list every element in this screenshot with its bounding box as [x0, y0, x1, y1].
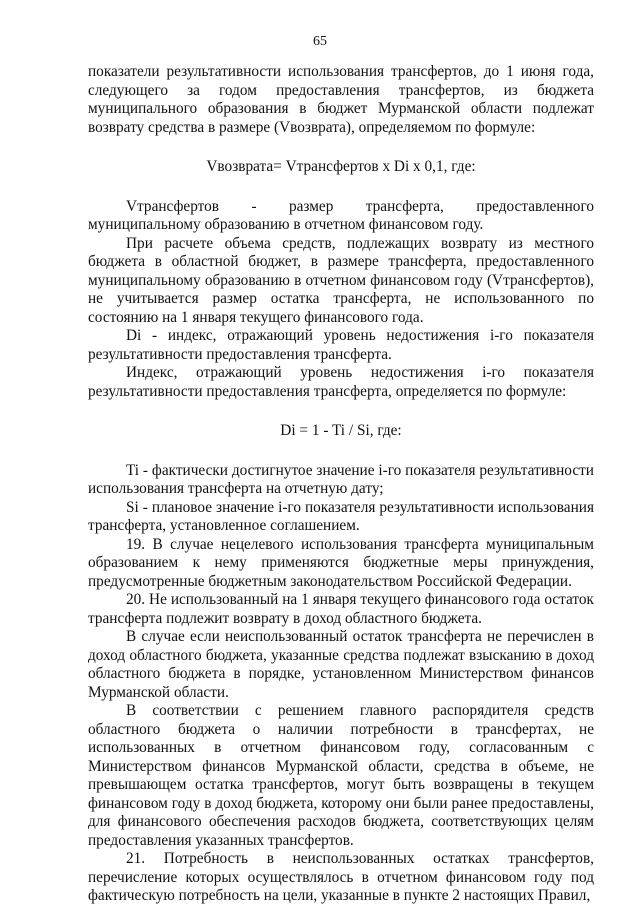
paragraph-item-21: 21. Потребность в неиспользованных остатках трансфертов, перечисление которых осуществлялось в отчетном финансовом году под фактическую потребность на цели, указанные в пункте 2 настоящих Правил,	[88, 850, 594, 904]
paragraph-return-decision: В соответствии с решением главного распорядителя средств областного бюджета о наличии потребности в трансфертах, не использованных в отчетном финансовом году, согласованным с Министерством финансов Мурманской области, средства в объеме, не превышающем остатка трансфертов, могут быть возвращены в текущем финансовом году в доход бюджета, которому они были ранее предоставлены, для финансового обеспечения расходов бюджета, соответствующих целям предоставления указанных трансфертов.	[88, 702, 594, 849]
paragraph-item-20: 20. Не использованный на 1 января текущего финансового года остаток трансферта подлежит возврату в доход областного бюджета.	[88, 591, 594, 627]
paragraph-calculation: При расчете объема средств, подлежащих возврату из местного бюджета в областной бюджет, в размере трансферта, предоставленного муниципальному образованию в отчетном финансовом году (Vтрансфертов), не учитывается размер остатка трансферта, не использованного по состоянию на 1 января текущего финансового года.	[88, 234, 594, 326]
paragraph-si-def: Si - плановое значение i-го показателя результативности использования трансферта, установленное соглашением.	[88, 498, 594, 534]
paragraph-di-def: Di - индекс, отражающий уровень недостижения i-го показателя результативности предоставления трансферта.	[88, 327, 594, 363]
formula-v-return: Vвозврата= Vтрансфертов x Di x 0,1, где:	[206, 158, 476, 175]
document-body	[88, 63, 594, 906]
paragraph-intro: показатели результативности использования трансфертов, до 1 июня года, следующего за годом предоставления трансфертов, из бюджета муниципального образования в бюджет Мурманской области подлежат возврату средства в размере (Vвозврата), определяемом по формуле:	[88, 63, 594, 136]
paragraph-index: Индекс, отражающий уровень недостижения i-го показателя результативности предоставления трансферта, определяется по формуле:	[88, 364, 594, 400]
formula-di: Di = 1 - Ti / Si, где:	[280, 422, 402, 439]
paragraph-ti-def: Ti - фактически достигнутое значение i-го показателя результативности использования трансферта на отчетную дату;	[88, 461, 594, 497]
paragraph-v-transfers-def: Vтрансфертов - размер трансферта, предоставленного муниципальному образованию в отчетном финансовом году.	[88, 197, 594, 233]
paragraph-item-19: 19. В случае нецелевого использования трансферта муниципальным образованием к нему применяются бюджетные меры принуждения, предусмотренные бюджетным законодательством Российской Федерации.	[88, 535, 594, 590]
paragraph-recovery: В случае если неиспользованный остаток трансферта не перечислен в доход областного бюджета, указанные средства подлежат взысканию в доход областного бюджета в порядке, установленном Министерством финансов Мурманской области.	[88, 628, 594, 701]
page-number: 65	[313, 34, 327, 49]
